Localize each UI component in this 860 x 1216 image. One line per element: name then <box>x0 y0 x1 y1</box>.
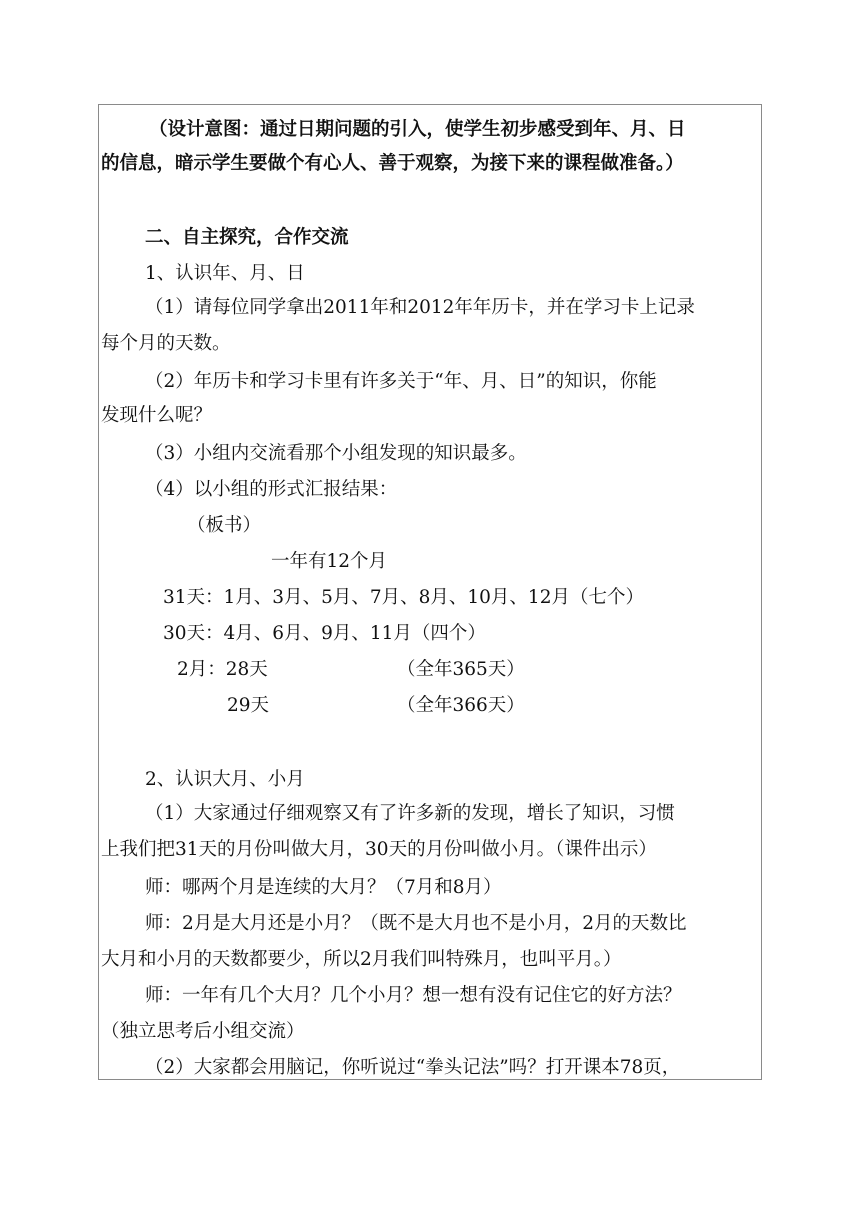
board-line: 31天：1月、3月、5月、7月、8月、10月、12月（七个） <box>163 587 644 608</box>
paragraph-line: 上我们把31天的月份叫做大月，30天的月份叫做小月。（课件出示） <box>101 839 657 860</box>
paragraph-line: （独立思考后小组交流） <box>101 1021 305 1042</box>
board-line: 30天：4月、6月、9月、11月（四个） <box>163 623 486 644</box>
board-line: 2月：28天 <box>177 659 268 680</box>
subsection-heading: 2、认识大月、小月 <box>145 769 305 790</box>
paragraph-line: 每个月的天数。 <box>101 333 231 354</box>
content-frame <box>98 104 762 1080</box>
paragraph-line: （1）请每位同学拿出2011年和2012年年历卡，并在学习卡上记录 <box>145 297 695 318</box>
paragraph-line: 师：一年有几个大月？几个小月？想一想有没有记住它的好方法？ <box>145 985 682 1006</box>
board-line: （全年365天） <box>397 659 525 680</box>
board-note: （板书） <box>187 515 262 536</box>
paragraph-line: （1）大家通过仔细观察又有了许多新的发现，增长了知识，习惯 <box>145 803 675 824</box>
design-intent-line-1: （设计意图：通过日期问题的引入，使学生初步感受到年、月、日 <box>149 119 686 140</box>
board-line: 29天 <box>227 695 270 716</box>
paragraph-line: （4）以小组的形式汇报结果： <box>145 479 398 500</box>
paragraph-line: 师：哪两个月是连续的大月？（7月和8月） <box>145 877 502 898</box>
paragraph-line: 大月和小月的天数都要少，所以2月我们叫特殊月，也叫平月。） <box>101 949 622 970</box>
board-line: （全年366天） <box>397 695 525 716</box>
paragraph-line: 师：2月是大月还是小月？（既不是大月也不是小月，2月的天数比 <box>145 913 687 934</box>
subsection-heading: 1、认识年、月、日 <box>145 263 305 284</box>
design-intent-line-2: 的信息，暗示学生要做个有心人、善于观察，为接下来的课程做准备。） <box>101 153 684 174</box>
board-line: 一年有12个月 <box>271 551 388 572</box>
paragraph-line: （3）小组内交流看那个小组发现的知识最多。 <box>145 443 527 464</box>
paragraph-line: （2）大家都会用脑记，你听说过“拳头记法”吗？打开课本78页， <box>145 1057 681 1078</box>
paragraph-line: （2）年历卡和学习卡里有许多关于“年、月、日”的知识，你能 <box>145 371 657 392</box>
paragraph-line: 发现什么呢？ <box>101 405 213 426</box>
section-heading: 二、自主探究，合作交流 <box>145 227 349 248</box>
